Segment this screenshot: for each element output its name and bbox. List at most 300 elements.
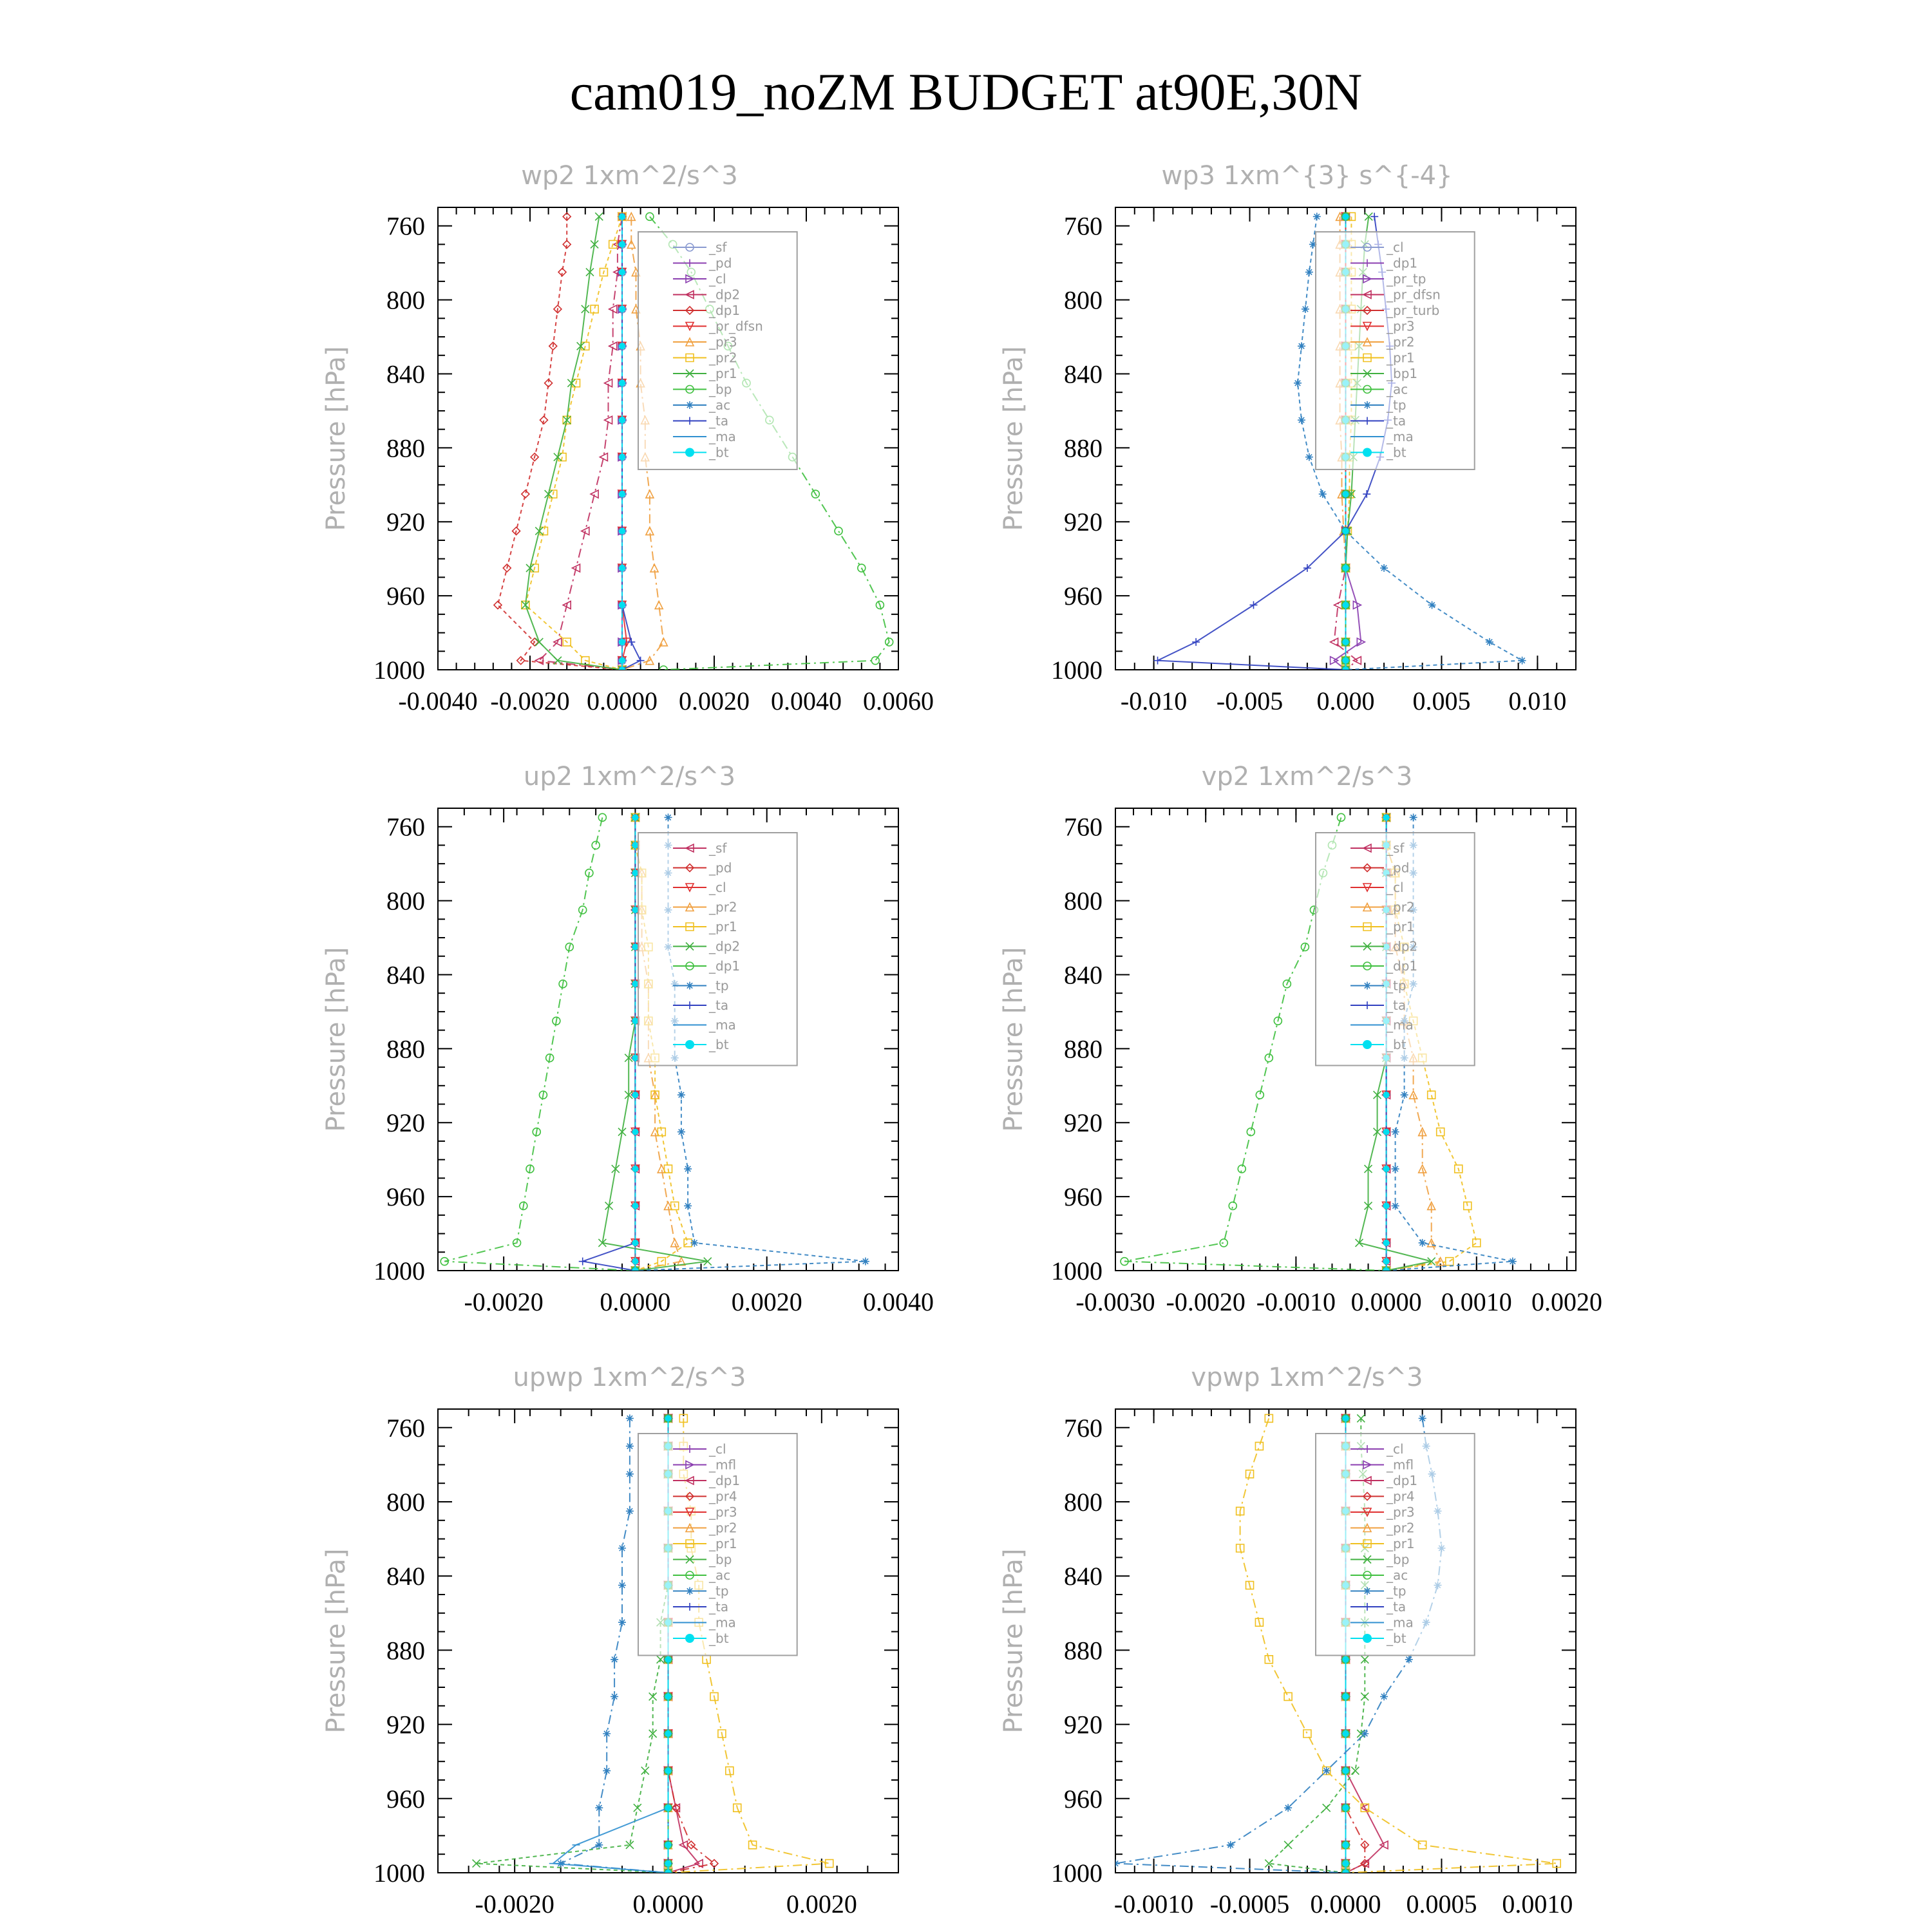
legend-entry: _cl — [1387, 240, 1404, 255]
y-tick-label: 880 — [1064, 1636, 1103, 1665]
series-point-tp — [1319, 490, 1327, 498]
legend-entry: _ac — [709, 397, 731, 413]
series-point-tp — [1519, 657, 1526, 665]
y-tick-label: 760 — [386, 1413, 425, 1443]
legend-entry: _cl — [709, 1441, 726, 1457]
legend-entry: _mfl — [709, 1457, 737, 1473]
series-point-tp — [595, 1804, 603, 1812]
series-point-tp — [603, 1767, 611, 1775]
series-point-ta — [637, 657, 645, 665]
series-point-bp — [1361, 1692, 1368, 1700]
series-point-bt — [1343, 1415, 1349, 1421]
series-point-bp — [1284, 1841, 1292, 1849]
y-tick-label: 960 — [386, 582, 425, 611]
series-point-tp — [1392, 1165, 1399, 1173]
legend — [1316, 232, 1475, 469]
series-point-bt — [619, 213, 625, 220]
series-point-tp — [611, 1692, 618, 1700]
series-point-bt — [619, 639, 625, 645]
series-point-tp — [626, 1507, 634, 1515]
y-tick-label: 960 — [1064, 582, 1103, 611]
x-tick-label: -0.010 — [1120, 687, 1188, 715]
series-point-bt — [1343, 639, 1349, 645]
chart-panel-5 — [321, 1363, 898, 1918]
series-point-bt — [1383, 1202, 1390, 1209]
legend-swatch-marker — [685, 1040, 694, 1049]
series-point-bt — [632, 842, 638, 848]
chart-panel-6 — [999, 1363, 1576, 1918]
series-point-tp — [1405, 1656, 1413, 1663]
series-point-ta — [1154, 657, 1162, 665]
series-point-bt — [1343, 491, 1349, 497]
series-point-bt — [1343, 1804, 1349, 1811]
legend-entry: _ac — [709, 1567, 731, 1583]
series-point-bt — [1343, 667, 1349, 673]
y-tick-label: 760 — [386, 211, 425, 241]
legend-entry: _bt — [709, 1037, 729, 1052]
series-point-bt — [665, 1870, 672, 1876]
x-tick-label: -0.0010 — [1113, 1889, 1194, 1918]
legend-entry: _dp1 — [709, 1473, 741, 1488]
series-point-tp — [1112, 1860, 1119, 1868]
legend-entry: _cl — [709, 880, 726, 895]
legend-entry: _dp2 — [1387, 938, 1418, 954]
legend-entry: _bt — [709, 1631, 729, 1646]
series-point-bt — [665, 1804, 672, 1811]
legend-entry: _bt — [1387, 444, 1406, 460]
series-point-ta — [1192, 638, 1200, 646]
legend-entry: _pd — [1387, 860, 1410, 876]
series-point-bt — [619, 565, 625, 571]
series-point-pr1 — [554, 453, 562, 461]
legend-swatch-marker — [1363, 1040, 1372, 1049]
series-point-bt — [1383, 1258, 1390, 1265]
x-tick-label: -0.0010 — [1256, 1287, 1336, 1316]
y-axis-label: Pressure [hPa] — [999, 346, 1028, 531]
legend-entry: _dp1 — [1387, 1473, 1418, 1488]
legend-entry: _dp1 — [1387, 255, 1418, 271]
y-tick-label: 840 — [386, 960, 425, 990]
series-point-bt — [632, 1267, 638, 1274]
series-point-pr1 — [1255, 1443, 1263, 1450]
legend-entry: _pr4 — [709, 1488, 737, 1504]
y-tick-label: 840 — [1064, 1562, 1103, 1591]
y-tick-label: 1000 — [1051, 1256, 1103, 1285]
legend-swatch-marker — [686, 1587, 694, 1595]
chart-panel-2 — [999, 161, 1576, 715]
series-point-tp — [677, 1128, 685, 1136]
legend-entry: _bp — [709, 1551, 732, 1567]
y-tick-label: 880 — [1064, 433, 1103, 463]
legend-entry: _ac — [1387, 1567, 1408, 1583]
legend-entry: _pr2 — [1387, 899, 1415, 915]
series-point-bt — [665, 1693, 672, 1700]
series-point-ta — [579, 1258, 587, 1265]
series-point-bt — [632, 1258, 638, 1265]
x-tick-label: 0.0040 — [771, 687, 842, 715]
legend-entry: _pr_dfsn — [1387, 287, 1441, 303]
series-point-pr1 — [535, 527, 543, 535]
series-point-tp — [665, 813, 672, 821]
panel-title: up2 1xm^2/s^3 — [523, 762, 736, 791]
series-point-pr1 — [535, 638, 543, 646]
legend-entry: _ta — [1387, 413, 1406, 429]
x-tick-label: -0.0020 — [490, 687, 570, 715]
legend-entry: _ma — [709, 1615, 736, 1631]
legend — [638, 833, 797, 1066]
y-tick-label: 920 — [386, 507, 425, 537]
legend-entry: _pr1 — [1387, 350, 1415, 366]
series-point-tp — [1305, 269, 1313, 276]
series-point-bt — [619, 601, 625, 608]
series-point-tp — [1313, 213, 1321, 220]
legend-entry: _sf — [709, 840, 727, 856]
series-point-bt — [1343, 213, 1349, 220]
series-point-bt — [632, 1202, 638, 1209]
y-axis-label: Pressure [hPa] — [321, 346, 351, 531]
series-point-tp — [1298, 342, 1305, 350]
series-point-pr1 — [545, 490, 553, 498]
series-point-tp — [1401, 1091, 1408, 1099]
y-tick-label: 840 — [386, 359, 425, 389]
legend-entry: _tp — [1387, 397, 1406, 413]
series-point-tp — [677, 1091, 685, 1099]
legend-entry: _pr1 — [709, 1536, 737, 1551]
series-point-bt — [632, 1240, 638, 1246]
y-axis-label: Pressure [hPa] — [321, 947, 351, 1132]
legend-entry: _pr_turb — [1387, 303, 1440, 318]
x-tick-label: 0.0000 — [1350, 1287, 1422, 1316]
legend-entry: _dp2 — [709, 287, 741, 303]
series-point-bt — [619, 528, 625, 535]
y-tick-label: 840 — [1064, 960, 1103, 990]
series-point-bt — [619, 454, 625, 460]
series-point-bt — [632, 943, 638, 950]
y-tick-label: 1000 — [374, 1256, 425, 1285]
series-point-tp — [684, 1202, 692, 1209]
series-point-tp — [1380, 1692, 1388, 1700]
legend-entry: _ma — [1387, 429, 1414, 444]
series-point-bt — [1343, 1693, 1349, 1700]
y-tick-label: 880 — [386, 1034, 425, 1064]
legend-swatch-marker — [685, 1634, 694, 1643]
legend-entry: _mfl — [1387, 1457, 1414, 1473]
legend-entry: _pr2 — [709, 1520, 737, 1536]
series-point-ta — [627, 638, 635, 646]
series-point-bt — [1343, 601, 1349, 608]
series-point-pr1 — [1284, 1692, 1292, 1700]
series-point-pr1 — [1303, 1730, 1311, 1738]
legend-entry: _pr2 — [1387, 1520, 1415, 1536]
legend-entry: _bp — [1387, 1551, 1410, 1567]
series-point-tp — [1323, 1767, 1331, 1775]
series-point-bt — [632, 870, 638, 876]
series-point-pr2 — [591, 305, 598, 313]
legend-entry: _ta — [709, 413, 729, 429]
x-tick-label: 0.0000 — [1310, 1889, 1381, 1918]
series-point-bt — [632, 1166, 638, 1172]
legend-entry: _ma — [709, 1017, 736, 1033]
series-point-tp — [1509, 1258, 1517, 1265]
y-axis-label: Pressure [hPa] — [999, 947, 1028, 1132]
series-point-bt — [632, 814, 638, 820]
series-point-bt — [619, 241, 625, 247]
legend-entry: _ma — [1387, 1615, 1414, 1631]
legend-entry: _pr3 — [709, 1504, 737, 1520]
legend-entry: _tp — [709, 978, 729, 994]
series-point-tp — [603, 1730, 611, 1738]
series-point-bt — [1343, 658, 1349, 664]
y-tick-label: 920 — [1064, 1108, 1103, 1138]
series-point-tp — [626, 1443, 634, 1450]
series-point-bt — [619, 667, 625, 673]
y-tick-label: 800 — [386, 285, 425, 315]
panel-title: wp3 1xm^{3} s^{-4} — [1161, 161, 1453, 191]
y-tick-label: 760 — [1064, 1413, 1103, 1443]
series-point-bt — [632, 1018, 638, 1024]
series-point-bt — [665, 1768, 672, 1774]
x-tick-label: -0.0020 — [475, 1889, 554, 1918]
x-tick-label: 0.0020 — [786, 1889, 857, 1918]
legend-swatch-marker — [1363, 1634, 1372, 1643]
legend-entry: _dp1 — [709, 958, 741, 974]
legend — [638, 232, 797, 469]
legend-entry: _ta — [709, 1599, 729, 1615]
series-point-tp — [1419, 1414, 1426, 1422]
series-point-bt — [1383, 1240, 1390, 1246]
legend-entry: _bp1 — [1387, 366, 1418, 381]
series-point-bt — [632, 1129, 638, 1135]
series-point-dp2 — [591, 490, 598, 498]
series-point-tp — [1410, 813, 1417, 821]
series-point-tp — [1294, 379, 1302, 387]
legend-entry: _bt — [1387, 1631, 1406, 1646]
legend-swatch-marker — [1363, 982, 1371, 990]
series-point-pr2 — [671, 1239, 679, 1247]
y-tick-label: 880 — [386, 433, 425, 463]
series-line-dp1 — [498, 216, 622, 670]
legend-entry: _bt — [1387, 1037, 1406, 1052]
series-point-tp — [1392, 1128, 1399, 1136]
x-tick-label: 0.0040 — [863, 1287, 934, 1316]
y-tick-label: 1000 — [1051, 656, 1103, 685]
y-tick-label: 1000 — [374, 656, 425, 685]
series-point-tp — [862, 1258, 869, 1265]
series-point-bt — [665, 1842, 672, 1848]
series-point-bt — [1343, 1842, 1349, 1848]
legend-entry: _ta — [1387, 998, 1406, 1013]
legend-entry: _sf — [1387, 840, 1405, 856]
legend-entry: _pr2 — [1387, 334, 1415, 350]
series-point-bt — [1343, 565, 1349, 571]
series-point-bt — [1343, 528, 1349, 535]
y-tick-label: 760 — [1064, 211, 1103, 241]
x-tick-label: -0.0030 — [1075, 1287, 1155, 1316]
series-point-bt — [619, 380, 625, 386]
series-point-bt — [1383, 1129, 1390, 1135]
series-point-bt — [665, 1861, 672, 1867]
legend-entry: _cl — [1387, 880, 1404, 895]
series-point-bt — [632, 981, 638, 987]
series-point-bt — [632, 907, 638, 913]
series-line-pr2 — [526, 216, 622, 670]
y-tick-label: 920 — [386, 1710, 425, 1739]
series-point-bt — [1383, 1166, 1390, 1172]
legend — [638, 1434, 797, 1656]
chart-panel-1 — [321, 161, 934, 715]
series-point-bt — [1343, 1870, 1349, 1876]
series-point-tp — [1419, 1239, 1426, 1247]
series-point-bt — [619, 491, 625, 497]
legend-entry: _bp — [709, 381, 732, 397]
series-point-pr1 — [684, 1239, 692, 1247]
series-line-pr1 — [526, 216, 622, 670]
series-point-bt — [1343, 1730, 1349, 1737]
series-point-tp — [611, 1656, 618, 1663]
y-tick-label: 920 — [386, 1108, 425, 1138]
series-point-tp — [1486, 638, 1493, 646]
series-point-bt — [632, 1055, 638, 1061]
series-point-tp — [618, 1544, 626, 1552]
y-tick-label: 1000 — [1051, 1859, 1103, 1888]
legend-entry: _ac — [1387, 381, 1408, 397]
legend-entry: _ta — [1387, 1599, 1406, 1615]
series-point-bt — [665, 1415, 672, 1421]
series-point-bp — [835, 527, 842, 535]
legend-entry: _pr3 — [1387, 318, 1415, 334]
legend-swatch-marker — [1363, 1587, 1371, 1595]
y-axis-label: Pressure [hPa] — [999, 1548, 1028, 1734]
y-tick-label: 1000 — [374, 1859, 425, 1888]
panel-title: vpwp 1xm^2/s^3 — [1191, 1363, 1423, 1392]
x-tick-label: 0.0020 — [679, 687, 750, 715]
x-tick-label: 0.0020 — [1531, 1287, 1602, 1316]
series-point-tp — [618, 1582, 626, 1589]
series-point-tp — [618, 1618, 626, 1626]
legend-entry: _pd — [709, 860, 732, 876]
series-point-bt — [1343, 1656, 1349, 1663]
series-point-dp1 — [1337, 813, 1345, 821]
series-point-bp — [646, 213, 654, 220]
series-point-tp — [1302, 305, 1309, 313]
y-tick-label: 800 — [1064, 886, 1103, 916]
x-tick-label: -0.0020 — [1166, 1287, 1245, 1316]
legend-entry: _pr1 — [709, 919, 737, 934]
panels-container — [321, 161, 1602, 1918]
x-tick-label: -0.0020 — [464, 1287, 544, 1316]
series-point-bt — [619, 343, 625, 349]
series-point-tp — [684, 1165, 692, 1173]
panel-title: upwp 1xm^2/s^3 — [513, 1363, 746, 1392]
series-point-bt — [632, 1092, 638, 1098]
legend-swatch-marker — [686, 982, 694, 990]
legend-entry: _pr_tp — [1387, 271, 1426, 287]
series-point-bp — [871, 657, 879, 665]
series-point-tp — [1305, 453, 1313, 461]
legend-entry: _pr1 — [1387, 1536, 1415, 1551]
legend-entry: _tp — [1387, 1583, 1406, 1599]
legend-entry: _pr_dfsn — [709, 318, 763, 334]
series-point-tp — [1298, 416, 1305, 424]
series-point-bt — [1383, 814, 1390, 820]
legend — [1316, 833, 1475, 1066]
legend-swatch-marker — [686, 401, 694, 409]
series-point-dp2 — [600, 453, 607, 461]
y-tick-label: 960 — [1064, 1182, 1103, 1212]
series-point-tp — [690, 1239, 698, 1247]
series-point-tp — [1284, 1804, 1292, 1812]
y-tick-label: 920 — [1064, 507, 1103, 537]
y-tick-label: 880 — [386, 1636, 425, 1665]
series-point-tp — [626, 1414, 634, 1422]
x-tick-label: 0.010 — [1508, 687, 1567, 715]
series-point-tp — [595, 1841, 603, 1849]
series-point-dp1 — [1220, 1239, 1227, 1247]
y-tick-label: 800 — [1064, 285, 1103, 315]
chart-panel-4 — [999, 762, 1602, 1316]
legend-entry: _cl — [1387, 1441, 1404, 1457]
series-point-bt — [1343, 1861, 1349, 1867]
legend-entry: _pr2 — [709, 899, 737, 915]
x-tick-label: 0.0000 — [600, 1287, 671, 1316]
series-point-tp — [626, 1470, 634, 1478]
legend-entry: _cl — [709, 271, 726, 287]
series-line-dp1 — [444, 817, 635, 1271]
series-point-tp — [1392, 1202, 1399, 1209]
legend-entry: _tp — [1387, 978, 1406, 994]
series-line-dp2 — [539, 216, 622, 670]
legend-swatch-marker — [1363, 401, 1371, 409]
y-tick-label: 760 — [1064, 812, 1103, 842]
legend-entry: _dp2 — [709, 938, 741, 954]
x-tick-label: 0.0060 — [863, 687, 934, 715]
legend-entry: _ta — [709, 998, 729, 1013]
series-point-tp — [1227, 1841, 1235, 1849]
x-tick-label: 0.0005 — [1406, 1889, 1477, 1918]
series-point-bt — [619, 658, 625, 664]
legend-entry: _tp — [709, 1583, 729, 1599]
panel-title: vp2 1xm^2/s^3 — [1201, 762, 1413, 791]
x-tick-label: 0.0000 — [587, 687, 658, 715]
series-point-tp — [1361, 1730, 1368, 1738]
legend-entry: _pr1 — [1387, 919, 1415, 934]
legend-entry: _pr4 — [1387, 1488, 1415, 1504]
legend-entry: _dp1 — [1387, 958, 1418, 974]
x-tick-label: 0.005 — [1412, 687, 1471, 715]
y-tick-label: 960 — [1064, 1784, 1103, 1814]
chart-panel-3 — [321, 762, 934, 1316]
y-axis-label: Pressure [hPa] — [321, 1548, 351, 1734]
y-tick-label: 840 — [386, 1562, 425, 1591]
legend-swatch-marker — [685, 448, 694, 457]
x-tick-label: 0.0020 — [731, 1287, 802, 1316]
series-point-bt — [619, 417, 625, 423]
y-tick-label: 960 — [386, 1182, 425, 1212]
x-tick-label: 0.000 — [1316, 687, 1375, 715]
series-point-tp — [1380, 564, 1388, 572]
y-tick-label: 920 — [1064, 1710, 1103, 1739]
legend-entry: _sf — [709, 240, 727, 255]
series-point-bt — [665, 1730, 672, 1737]
legend-entry: _pd — [709, 255, 732, 271]
y-tick-label: 760 — [386, 812, 425, 842]
legend-entry: _pr3 — [1387, 1504, 1415, 1520]
panel-title: wp2 1xm^2/s^3 — [521, 161, 738, 191]
x-tick-label: -0.0005 — [1209, 1889, 1290, 1918]
legend-entry: _pr1 — [709, 366, 737, 381]
series-point-bp — [1323, 1804, 1331, 1812]
y-tick-label: 800 — [386, 1488, 425, 1517]
